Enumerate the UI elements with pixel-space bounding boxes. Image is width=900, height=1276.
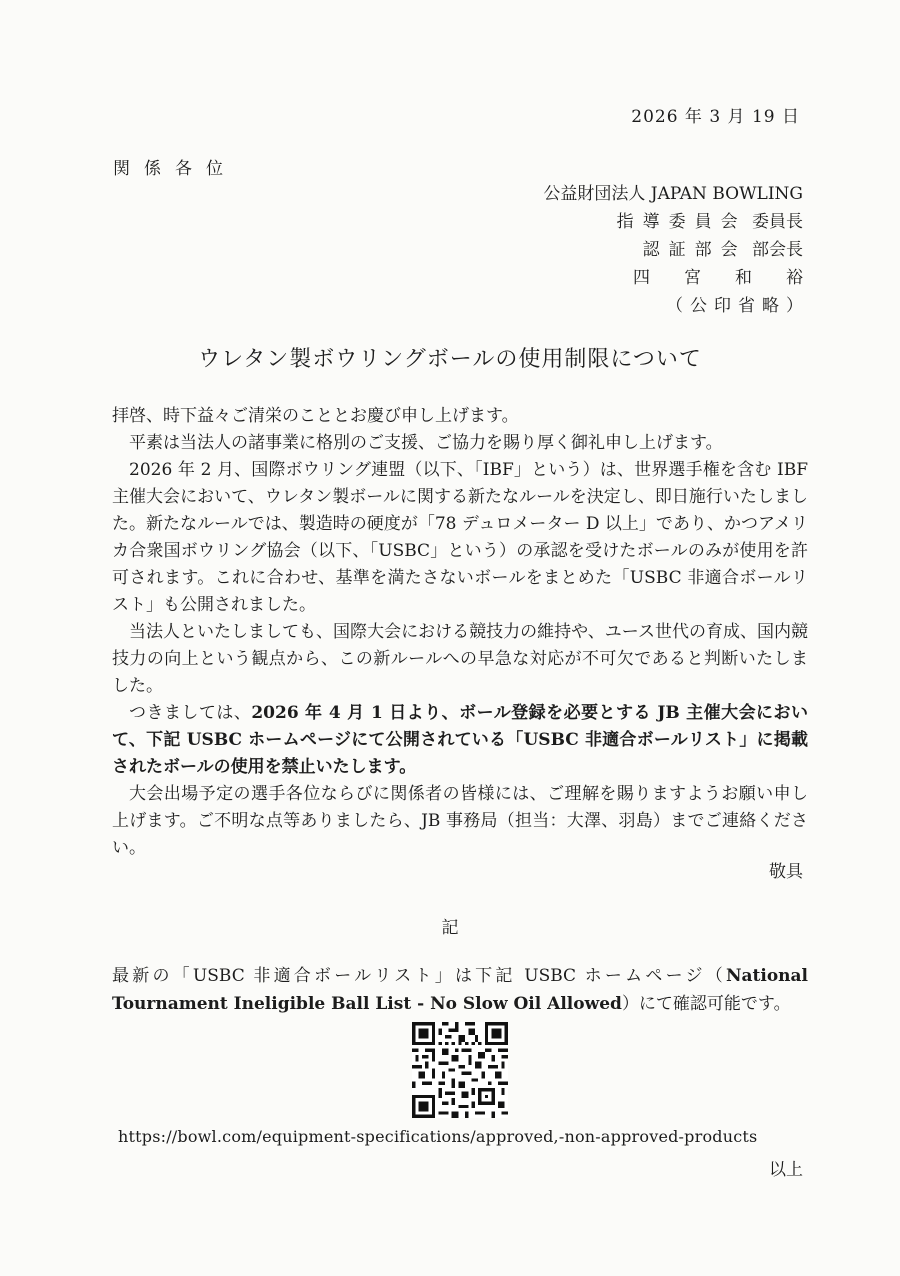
document-date: 2026 年 3 月 19 日 [631,107,800,127]
paragraph-ibf-rule: 2026 年 2 月、国際ボウリング連盟（以下、「IBF」という）は、世界選手権を含む IBF 主催大会において、ウレタン製ボールに関する新たなルールを決定し、即日施行いたしました。新たなルールでは、製造時の硬度が「78 デュロメーター D 以上」であり、かつアメリカ合衆国ボウリング協会（以下、「USBC」という）の承認を受けたボールのみが使用を許可されます。これに合わせ、基準を満たさないボールをまとめた「USBC 非適合ボールリスト」も公開されました。 [112,460,808,615]
paragraph-contact: 大会出場予定の選手各位ならびに関係者の皆様には、ご理解を賜りますようお願い申し上げます。ご不明な点等ありましたら、JB 事務局（担当：大澤、羽島）までご連絡ください。 [112,784,808,858]
closing-keigu: 敬具 [769,862,803,882]
paragraph-decision: 当法人といたしましても、国際大会における競技力の維持や、ユース世代の育成、国内競技力の向上という観点から、この新ルールへの早急な対応が不可欠であると判断いたしました。 [112,622,808,696]
ban-bold-text: 2026 年 4 月 1 日より、ボール登録を必要とする JB 主催大会において、下記 USBC ホームページにて公開されている「USBC 非適合ボールリスト」に掲載されたボールの使用を禁止いたします。 [112,703,809,777]
sender-name: 四宮和裕 [633,268,837,288]
sender-department: 認証部会 [642,240,747,260]
ki-heading: 記 [441,918,459,938]
usbc-url-link[interactable]: https://bowl.com/equipment-specifications/approved,-non-approved-products [118,1127,758,1146]
note-text [112,962,808,1018]
qr-code-icon[interactable] [412,1022,508,1118]
document-title: ウレタン製ボウリングボールの使用制限について [198,347,702,372]
note-tail: ）にて確認可能です。 [621,994,791,1014]
seal-note: （公印省略） [666,296,810,316]
body-text [112,403,808,862]
sender-committee-role: 委員長 [752,212,803,232]
ban-lead: つきましては、 [129,703,252,723]
closing-ijou: 以上 [769,1160,803,1180]
paragraph-thanks: 平素は当法人の諸事業に格別のご支援、ご協力を賜り厚く御礼申し上げます。 [129,433,723,453]
addressee: 関係各位 [113,159,237,179]
sender-block [483,180,837,320]
sender-department-line [483,236,803,264]
paragraph-greeting: 拝啓、時下益々ご清栄のこととお慶び申し上げます。 [112,406,519,426]
note-lead: 最新の「USBC 非適合ボールリスト」は下記 USBC ホームページ（ [112,966,726,986]
paragraph-ban [112,700,808,781]
sender-department-role: 部会長 [752,240,803,260]
sender-org: 公益財団法人 JAPAN BOWLING [543,184,803,204]
sender-committee-line [483,208,803,236]
sender-committee: 指導委員会 [616,212,747,232]
note-list-name: National Tournament Ineligible Ball List - No Slow Oil Allowed [112,966,808,1014]
